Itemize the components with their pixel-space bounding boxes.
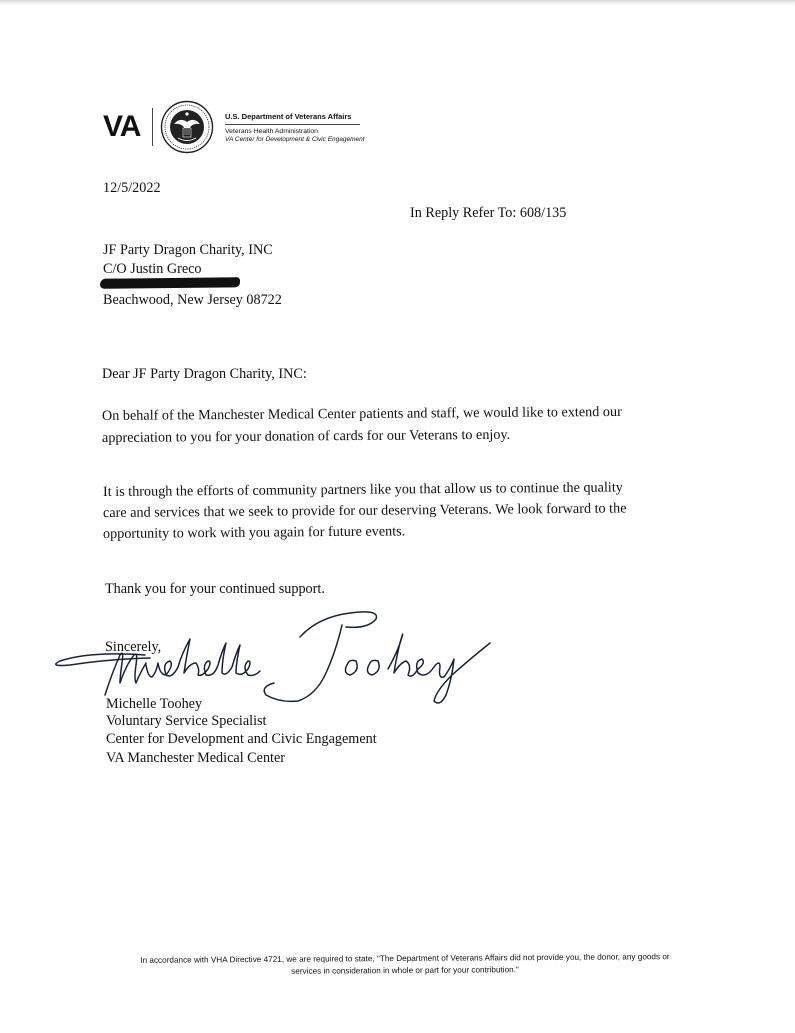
letter-date: 12/5/2022 xyxy=(103,180,161,196)
department-block xyxy=(225,112,365,143)
paragraph1-line2: appreciation to you for your donation of cards for our Veterans to enjoy. xyxy=(101,426,511,446)
administration-name: Veterans Health Administration xyxy=(225,128,318,135)
reply-reference: In Reply Refer To: 608/135 xyxy=(410,205,567,221)
recipient-line1: JF Party Dragon Charity, INC xyxy=(103,242,273,258)
paragraph2-line1: It is through the efforts of community partners like you that allow us to continue the quality xyxy=(102,479,623,500)
disclaimer-line1: In accordance with VHA Directive 4721, we are required to state, "The Department of Veterans Affairs did not provide you, the donor, any goods or xyxy=(140,952,670,965)
disclaimer-line2: services in consideration in whole or part for your contribution." xyxy=(291,965,519,976)
paragraph2-line2: care and services that we seek to provide for our deserving Veterans. We look forward to the xyxy=(102,500,627,521)
paragraph1-line1: On behalf of the Manchester Medical Center patients and staff, we would like to extend our xyxy=(101,403,622,424)
salutation: Dear JF Party Dragon Charity, INC: xyxy=(102,366,307,382)
signatory-department: Center for Development and Civic Engagement xyxy=(106,731,377,747)
thanks-line: Thank you for your continued support. xyxy=(105,581,325,597)
recipient-city-line: Beachwood, New Jersey 08722 xyxy=(103,292,282,308)
scan-top-edge xyxy=(0,0,795,6)
recipient-line2: C/O Justin Greco xyxy=(103,261,202,277)
paragraph2-line3: opportunity to work with you again for future events. xyxy=(102,523,406,542)
department-name: U.S. Department of Veterans Affairs xyxy=(225,112,360,125)
letterhead-divider xyxy=(152,108,153,146)
footer-disclaimer xyxy=(95,951,715,979)
va-seal-icon xyxy=(160,100,214,154)
va-logo: VA xyxy=(103,110,141,143)
redacted-street-address xyxy=(100,277,240,288)
signatory-facility: VA Manchester Medical Center xyxy=(106,750,285,766)
signatory-name: Michelle Toohey xyxy=(106,696,203,712)
center-name: VA Center for Development & Civic Engagement xyxy=(225,136,365,143)
signatory-title: Voluntary Service Specialist xyxy=(106,713,267,729)
closing: Sincerely, xyxy=(105,639,162,655)
